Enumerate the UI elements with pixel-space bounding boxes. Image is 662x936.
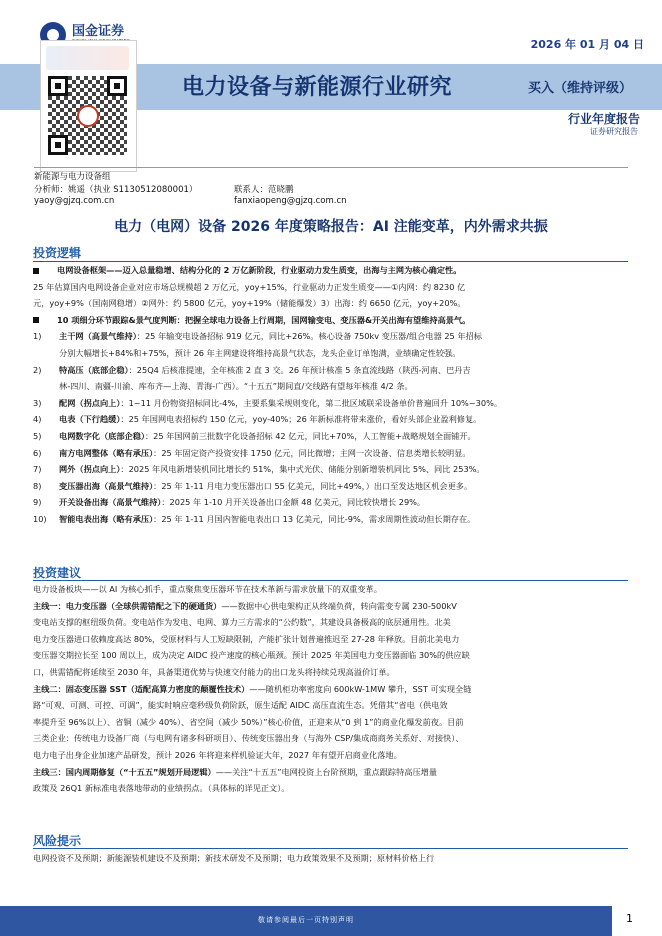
bullet-icon — [33, 268, 39, 274]
divider — [34, 167, 628, 168]
advice-line2-cont: 率提升至 96%以上）、省铜（减少 40%）、省空间（减少 50%）”核心价值，正迎来从“0 到 1”的商业化爆发前夜。目前 — [33, 716, 464, 727]
advice-line2-lead: 主线二：固态变压器 SST（适配高算力密度的颠覆性技术） — [33, 683, 250, 694]
analyst-name: 分析师：姚遥（执业 S1130512080001） — [34, 185, 198, 195]
footer-disclaimer[interactable]: 敬请参阅最后一页特别声明 — [258, 916, 354, 924]
report-subtype: 证券研究报告 — [590, 127, 638, 136]
bullet-icon — [33, 317, 39, 323]
logic-body — [33, 262, 629, 528]
advice-line1-cont: 电力变压器进口依赖度高达 80%，受原材料与人工短缺限制，产能扩张计划普遍推迟至 27-28 年释放。目前北美电力 — [33, 633, 460, 644]
section-head-advice: 投资建议 — [33, 566, 82, 580]
list-item: 9) 开关设备出海（高景气维持）：2025 年 1-10 月开关设备出口金额 48 亿美元，同比较快增长 29%。 — [33, 497, 426, 508]
advice-line1-text: ——数据中心供电架构正从终端负荷，转向需变专属 230-500kV — [221, 600, 457, 611]
list-item-cont: 林-四川、南疆-川渝、库布齐—上海、青海-广西）。“十五五”期间直/交线路有望每年核准 4/2 条。 — [59, 381, 413, 392]
section-head-logic: 投资逻辑 — [33, 246, 82, 260]
rating-label: 买入（维持评级） — [528, 81, 633, 96]
qr-corner-icon — [48, 135, 68, 155]
report-type: 行业年度报告 — [568, 112, 641, 126]
list-item: 2) 特高压（底部企稳）：25Q4 后核准提速，全年核准 2 直 3 交。26 年预计核准 5 条直流线路（陕西-河南、巴丹吉 — [33, 364, 471, 375]
analyst-group: 新能源与电力设备组 — [34, 172, 111, 182]
list-item: 3) 配网（拐点向上）：1~11 月份物资招标同比-4%，主要系集采规则变化，第二批区域联采设备单价普遍回升 10%~30%。 — [33, 397, 503, 408]
advice-line1-cont: 变压器交期拉长至 100 周以上，成为决定 AIDC 投产速度的核心瓶颈。预计 2025 年美国电力变压器面临 30%的供应缺 — [33, 650, 470, 661]
qr-header-icon — [46, 46, 129, 70]
page-number: 1 — [622, 912, 637, 925]
advice-line2-cont: 三类企业：传统电力设备厂商（与电网有诸多科研项目）、传统变压器出身（与海外 CSP/集成商商务关系好、对接快）、 — [33, 733, 464, 744]
document-title: 电力（电网）设备 2026 年度策略报告：AI 注能变革，内外需求共振 — [114, 219, 548, 235]
risk-text: 电网投资不及预期；新能源装机建设不及预期；新技术研发不及预期；电力政策效果不及预期；原材料价格上行 — [33, 853, 435, 863]
advice-line1-cont: 变电站支撑的枢纽级负荷。变电站作为发电、电网、算力三方需求的“公约数”，其建设具备极高的底层通用性。北美 — [33, 617, 451, 628]
list-item: 5) 电网数字化（底部企稳）：25 年国网前三批数字化设备招标 42 亿元，同比+70%，人工智能+战略规划全面铺开。 — [33, 430, 476, 441]
advice-line2-cont: 路“可观、可测、可控、可调”，能实时响应毫秒级负荷阶跃，原生适配 AIDC 高压直流生态。凭借其“省电（供电效 — [33, 700, 448, 711]
advice-line2-cont: 电力电子出身企业加速产品研发，预计 2026 年将迎来样机验证大年，2027 年有望开启商业化落地。 — [33, 749, 402, 760]
advice-line1-cont: 口，供需错配将延续至 2030 年，具备渠道优势与快速交付能力的出口龙头将持续兑现高溢价订单。 — [33, 666, 395, 677]
list-item: 1) 主干网（高景气维持）：25 年输变电设备招标 919 亿元，同比+26%。核心设备 750kv 变压器/组合电器 25 年招标 — [33, 331, 482, 342]
page-number-box — [612, 906, 662, 936]
list-item: 7) 网外（拐点向上）：2025 年风电新增装机同比增长约 51%，集中式光伏、储能分别新增装机同比 5%、同比 253%。 — [33, 464, 485, 475]
qr-center-logo-icon — [77, 105, 99, 127]
advice-body — [33, 581, 629, 797]
list-item-cont: 分别大幅增长+84%和+75%，预计 26 年主网建设将维持高景气状态，龙头企业订单饱满，业绩确定性较强。 — [59, 347, 461, 358]
qr-corner-icon — [107, 76, 127, 96]
advice-line3-cont: 政策及 26Q1 新标准电表落地带动的业绩拐点。（具体标的详见正文）。 — [33, 783, 290, 794]
brand-name-cn: 国金证券 — [72, 24, 125, 39]
qr-corner-icon — [48, 76, 68, 96]
logic-p1-line1: 25 年估算国内电网设备企业对应市场总规模超 2 万亿元，yoy+15%，行业驱动力正发生质变——①内网：约 8230 亿 — [33, 281, 466, 292]
contact-email[interactable]: fanxiaopeng@gjzq.com.cn — [234, 196, 347, 206]
logic-p2-lead: 10 项细分环节跟踪&景气度判断：把握全球电力设备上行周期，国网输变电、变压器&开关出海有望维持高景气。 — [57, 314, 471, 325]
list-item: 8) 变压器出海（高景气维持）：25 年 1-11 月电力变压器出口 55 亿美元，同比+49%，）出口至发达地区机会更多。 — [33, 480, 473, 491]
section-rule — [33, 848, 628, 849]
section-head-risk: 风险提示 — [33, 834, 82, 848]
page-title: 电力设备与新能源行业研究 — [182, 75, 453, 100]
advice-line2-text: ——随机柜功率密度向 600kW-1MW 攀升，SST 可实现全链 — [249, 683, 472, 694]
list-item: 10) 智能电表出海（略有承压）：25 年 1-11 月国内智能电表出口 13 亿美元，同比-9%，需求周期性波动但长期存在。 — [33, 513, 476, 524]
analyst-email[interactable]: yaoy@gjzq.com.cn — [34, 196, 115, 206]
report-date: 2026 年 01 月 04 日 — [530, 38, 644, 51]
advice-intro: 电力设备板块——以 AI 为核心抓手，重点聚焦变压器环节在技术革新与需求放量下的双重变革。 — [33, 584, 382, 594]
advice-line3-lead: 主线三：国内周期修复（“十五五”规划开局逻辑） — [33, 766, 216, 777]
list-item: 4) 电表（下行趋缓）：25 年国网电表招标约 150 亿元，yoy-40%；26 年新标准将带来涨价，看好头部企业盈利修复。 — [33, 414, 482, 425]
list-item: 6) 南方电网整体（略有承压）：25 年固定资产投资安排 1750 亿元，同比微增；主网一次设备、信息类增长较明显。 — [33, 447, 471, 458]
contact-name: 联系人：范晓鹏 — [234, 185, 294, 195]
advice-line3-text: ——关注“十五五”电网投资上台阶预期，重点跟踪特高压增量 — [215, 766, 438, 777]
advice-line1-lead: 主线一：电力变压器（全球供需错配之下的硬通货） — [33, 600, 222, 611]
logic-p1-line2: 元，yoy+9%（国南网稳增）②网外：约 5800 亿元，yoy+19%（储能爆发）3）出海：约 6650 亿元，yoy+20%。 — [33, 298, 466, 309]
logic-p1-lead: 电网设备框架——迈入总量稳增、结构分化的 2 万亿新阶段，行业驱动力发生质变，出海与主网为核心确定性。 — [57, 265, 462, 275]
